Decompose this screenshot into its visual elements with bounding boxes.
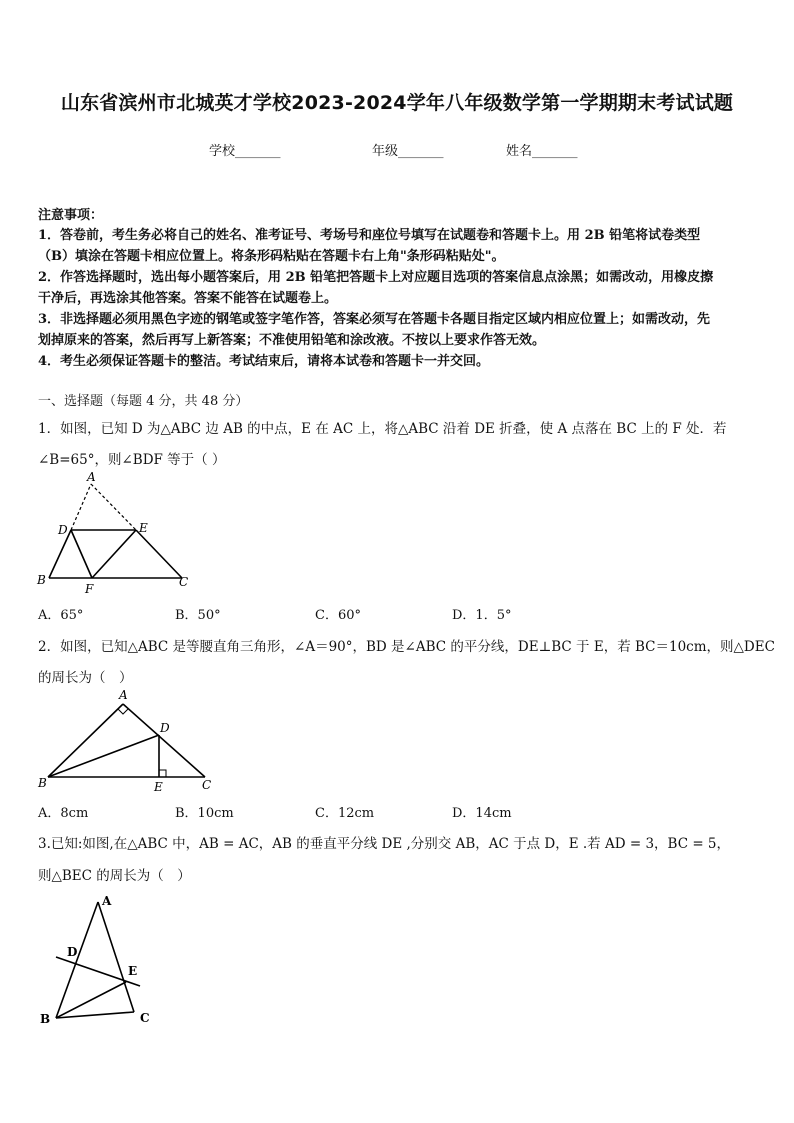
q2-figure (34, 686, 214, 794)
q1-label-d: D (58, 523, 68, 537)
q2-option-d: D．14cm (452, 806, 512, 821)
q1-figure (34, 470, 194, 598)
q3-label-e: E (128, 964, 138, 978)
q2-label-d: D (160, 721, 170, 735)
q2-label-b: B (38, 776, 47, 790)
notice-heading: 注意事项： (38, 208, 104, 223)
notice-line: 干净后，再选涂其他答案。答案不能答在试题卷上。 (38, 291, 338, 306)
q1-label-f: F (85, 582, 94, 596)
q2-text: 的周长为（ ） (38, 670, 133, 686)
q3-label-b: B (40, 1012, 51, 1026)
q3-text: 3.已知:如图,在△ABC 中，AB = AC，AB 的垂直平分线 DE ,分别交 AB，AC 于点 D，E .若 AD = 3，BC = 5， (38, 836, 731, 852)
q1-text: ∠B=65°，则∠BDF 等于（ ） (38, 452, 226, 468)
notice-line: 4．考生必须保证答题卡的整洁。考试结束后，请将本试卷和答题卡一并交回。 (38, 354, 490, 369)
grade-field: 年级_______ (372, 144, 444, 159)
name-field: 姓名_______ (506, 144, 578, 159)
q2-label-c: C (202, 778, 212, 792)
q1-label-e: E (139, 521, 148, 535)
q2-text: 2．如图，已知△ABC 是等腰直角三角形，∠A＝90°，BD 是∠ABC 的平分线，DE⊥BC 于 E，若 BC＝10cm，则△DEC (38, 639, 775, 655)
q2-label-e: E (154, 780, 163, 794)
q3-figure (34, 890, 164, 1032)
q1-option-a: A．65° (38, 608, 84, 623)
q1-option-b: B．50° (175, 608, 221, 623)
q2-label-a: A (119, 688, 128, 702)
q1-option-c: C．60° (315, 608, 361, 623)
q2-option-c: C．12cm (315, 806, 375, 821)
q1-label-c: C (179, 575, 189, 589)
page-title: 山东省滨州市北城英才学校2023-2024学年八年级数学第一学期期末考试试题 (60, 92, 734, 114)
q2-option-b: B．10cm (175, 806, 234, 821)
q1-text: 1．如图，已知 D 为△ABC 边 AB 的中点，E 在 AC 上，将△ABC 沿着 DE 折叠，使 A 点落在 BC 上的 F 处．若 (38, 421, 727, 437)
q3-text: 则△BEC 的周长为（ ） (38, 868, 191, 884)
notice-line: 1．答卷前，考生务必将自己的姓名、准考证号、考场号和座位号填写在试题卷和答题卡上。用 2B 铅笔将试卷类型 (38, 228, 701, 243)
notice-line: 3．非选择题必须用黑色字迹的钢笔或签字笔作答，答案必须写在答题卡各题目指定区域内相应位置上；如需改动，先 (38, 312, 711, 327)
notice-line: 划掉原来的答案，然后再写上新答案；不准使用铅笔和涂改液。不按以上要求作答无效。 (38, 333, 546, 348)
notice-line: （B）填涂在答题卡相应位置上。将条形码粘贴在答题卡右上角"条形码粘贴处"。 (38, 249, 505, 264)
q3-label-d: D (67, 945, 78, 959)
q1-option-d: D．1．5° (452, 608, 512, 623)
section-heading: 一、选择题（每题 4 分，共 48 分） (38, 394, 249, 409)
q1-label-b: B (37, 573, 46, 587)
q3-label-c: C (140, 1011, 150, 1025)
school-field: 学校_______ (209, 144, 281, 159)
q2-option-a: A．8cm (38, 806, 89, 821)
q1-label-a: A (87, 470, 96, 484)
notice-line: 2．作答选择题时，选出每小题答案后，用 2B 铅笔把答题卡上对应题目选项的答案信息点涂黑；如需改动，用橡皮擦 (38, 270, 714, 285)
q3-label-a: A (102, 894, 112, 908)
